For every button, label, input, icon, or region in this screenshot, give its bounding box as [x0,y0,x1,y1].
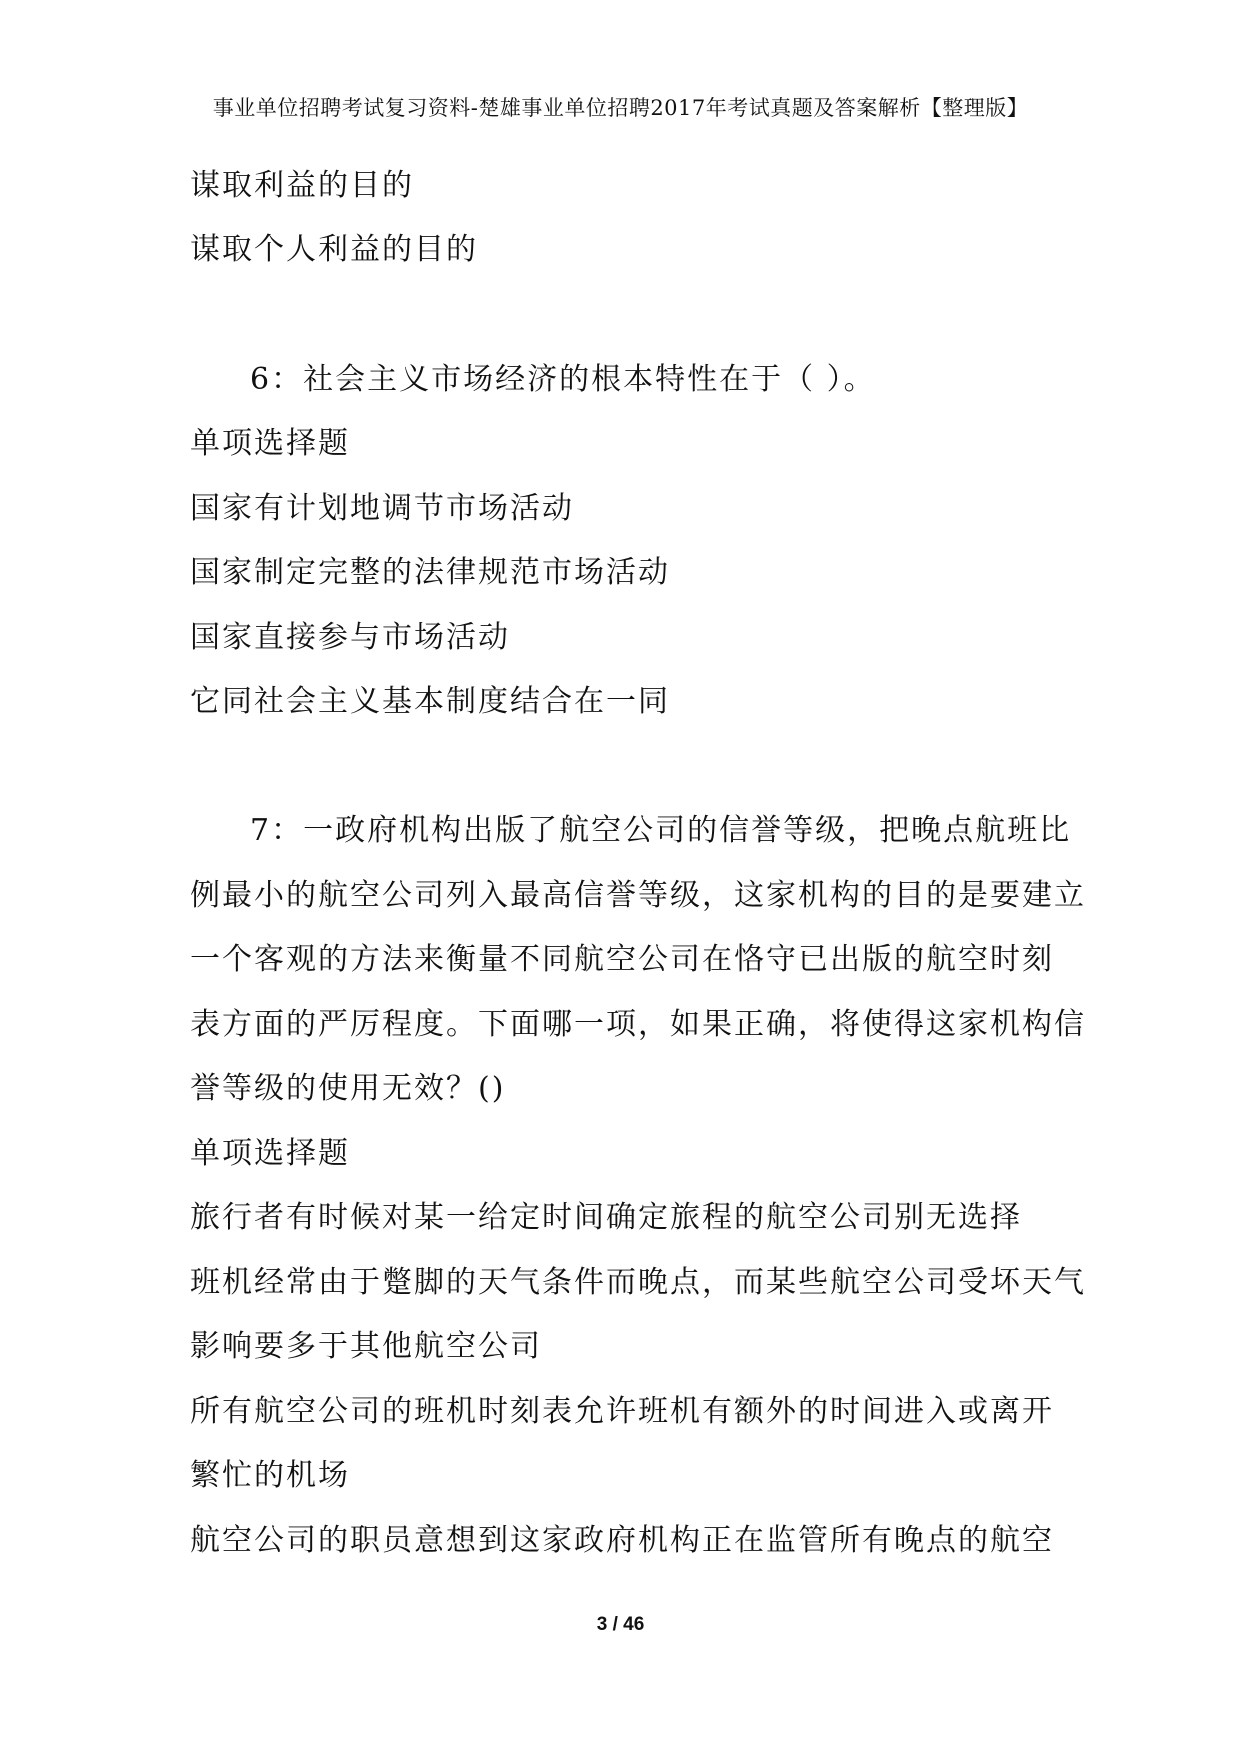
page-number: 3 / 46 [596,1614,645,1635]
question-7-option-d: 航空公司的职员意想到这家政府机构正在监管所有晚点的航空 [190,1523,1054,1558]
question-6-option-d: 它同社会主义基本制度结合在一同 [190,684,670,719]
question-6-type: 单项选择题 [190,426,350,461]
question-7-option-b-continued: 影响要多于其他航空公司 [190,1329,542,1364]
question-7-option-a: 旅行者有时候对某一给定时间确定旅程的航空公司别无选择 [190,1200,1022,1235]
question-7-stem-line: 表方面的严厉程度。下面哪一项，如果正确，将使得这家机构信 [190,1007,1086,1042]
option-text: 谋取个人利益的目的 [190,232,478,267]
question-6-option-b: 国家制定完整的法律规范市场活动 [190,555,670,590]
question-7-stem-line: 誉等级的使用无效？() [190,1071,506,1106]
question-7-stem-line: 例最小的航空公司列入最高信誉等级，这家机构的目的是要建立 [190,878,1086,913]
option-text: 谋取利益的目的 [190,168,414,203]
question-6-option-a: 国家有计划地调节市场活动 [190,491,574,526]
question-7-stem-line: 7：一政府机构出版了航空公司的信誉等级，把晚点航班比 [250,813,1072,848]
question-7-option-c-continued: 繁忙的机场 [190,1458,350,1493]
page-header: 事业单位招聘考试复习资料-楚雄事业单位招聘2017年考试真题及答案解析【整理版】 [212,96,1029,120]
question-6-option-c: 国家直接参与市场活动 [190,620,510,655]
question-7-stem-line: 一个客观的方法来衡量不同航空公司在恪守已出版的航空时刻 [190,942,1054,977]
question-6-stem: 6：社会主义市场经济的根本特性在于（ ）。 [250,362,876,397]
question-7-option-c: 所有航空公司的班机时刻表允许班机有额外的时间进入或离开 [190,1394,1054,1429]
question-7-option-b: 班机经常由于蹩脚的天气条件而晚点，而某些航空公司受坏天气 [190,1265,1086,1300]
question-7-type: 单项选择题 [190,1136,350,1171]
